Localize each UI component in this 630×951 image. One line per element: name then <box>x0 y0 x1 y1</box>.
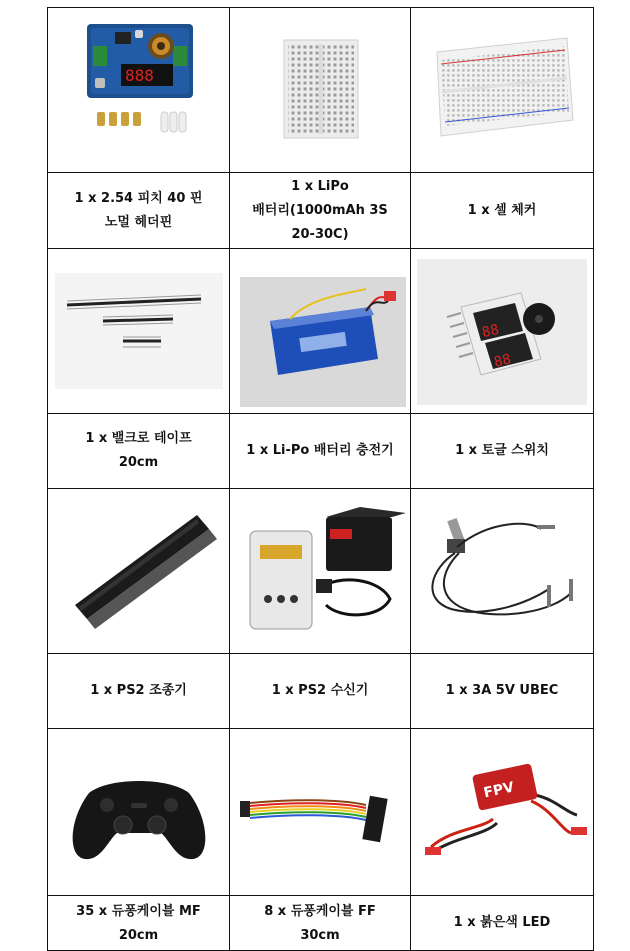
caption-row-4 <box>48 896 594 951</box>
caption-toggle-switch <box>411 414 594 489</box>
caption-line: 1 x 셀 체커 <box>467 202 537 218</box>
dupont-cable-image <box>230 729 410 889</box>
image-row-2 <box>48 249 594 414</box>
caption-row-3 <box>48 654 594 729</box>
image-cell-pin-headers <box>48 249 230 414</box>
caption-line: 1 x 밸크로 테이프 <box>85 431 192 446</box>
pin-headers-image <box>49 249 229 409</box>
caption-lipo-charger <box>230 414 411 489</box>
caption-line: 1 x 붉은색 LED <box>453 915 551 930</box>
transparent-breadboard-image <box>411 8 593 168</box>
image-cell-transparent-breadboard <box>411 8 594 173</box>
caption-red-led <box>411 896 594 951</box>
caption-line: 35 x 듀퐁케이블 MF <box>76 904 201 919</box>
ubec-brand-label: FPV <box>482 779 516 802</box>
parts-table <box>47 7 594 951</box>
image-cell-toggle-switch <box>411 489 594 654</box>
caption-line: 1 x 토글 스위치 <box>455 443 549 458</box>
velcro-tape-image <box>49 489 229 649</box>
toggle-switch-image <box>411 489 593 649</box>
caption-lipo-battery <box>230 173 411 249</box>
caption-line: 20cm <box>118 455 159 470</box>
svg-text:888: 888 <box>124 66 154 85</box>
image-row-4 <box>48 729 594 896</box>
caption-line: 1 x 3A 5V UBEC <box>445 683 559 698</box>
caption-dupont-mf <box>48 896 230 951</box>
caption-row-1 <box>48 173 594 249</box>
caption-line: 20-30C) <box>291 226 349 242</box>
image-cell-mini-breadboard <box>230 8 411 173</box>
caption-line: 1 x 2.54 피치 40 핀 <box>74 190 203 206</box>
image-cell-fpv-ubec <box>411 729 594 896</box>
buck-converter-image <box>49 8 229 168</box>
image-cell-velcro <box>48 489 230 654</box>
image-cell-cell-checker <box>411 249 594 414</box>
image-row-3 <box>48 489 594 654</box>
caption-line: 8 x 듀퐁케이블 FF <box>264 904 376 919</box>
caption-ps2-controller <box>48 654 230 729</box>
caption-ubec <box>411 654 594 729</box>
caption-line: 노멀 헤더핀 <box>104 214 173 230</box>
cell-checker-image <box>411 249 593 409</box>
image-cell-dupont-cable <box>230 729 411 896</box>
image-row-1 <box>48 8 594 173</box>
caption-row-2 <box>48 414 594 489</box>
ps2-controller-image <box>49 729 229 889</box>
caption-velcro-tape <box>48 414 230 489</box>
svg-text:88: 88 <box>492 351 513 371</box>
parts-sheet <box>47 7 593 943</box>
caption-line: 배터리(1000mAh 3S <box>252 202 388 218</box>
mini-breadboard-image <box>230 8 410 168</box>
caption-line: 1 x PS2 조종기 <box>90 683 187 698</box>
caption-line: 1 x LiPo <box>291 178 349 194</box>
caption-dupont-ff <box>230 896 411 951</box>
caption-line: 20cm <box>118 928 159 943</box>
caption-line: 30cm <box>300 928 340 943</box>
image-cell-lipo-charger <box>230 489 411 654</box>
lipo-battery-image <box>230 249 410 409</box>
caption-cell-checker <box>411 173 594 249</box>
image-cell-buck-converter <box>48 8 230 173</box>
fpv-ubec-image <box>411 729 593 889</box>
lipo-charger-image <box>230 489 410 649</box>
caption-header-pins <box>48 173 230 249</box>
caption-ps2-receiver <box>230 654 411 729</box>
caption-line: 1 x Li-Po 배터리 충전기 <box>246 443 394 458</box>
caption-line: 1 x PS2 수신기 <box>271 683 369 698</box>
image-cell-ps2-controller <box>48 729 230 896</box>
image-cell-lipo-battery <box>230 249 411 414</box>
svg-text:88: 88 <box>480 321 501 342</box>
